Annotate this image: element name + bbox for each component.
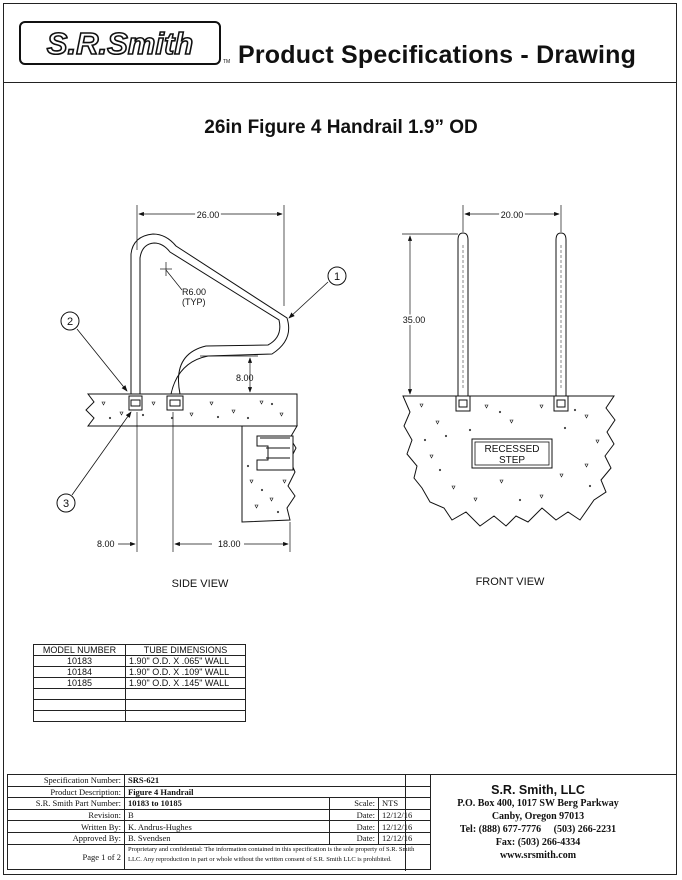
tube-dimension: 1.90" O.D. X .065" WALL <box>126 656 246 667</box>
part-number-label: S.R. Smith Part Number: <box>8 798 125 810</box>
company-name: S.R. Smith, LLC <box>491 783 585 797</box>
product-desc-label: Product Description: <box>8 786 125 798</box>
model-table-header <box>34 645 246 656</box>
front-view-label: FRONT VIEW <box>475 576 545 588</box>
table-row <box>34 700 246 711</box>
tube-dimension <box>126 700 246 711</box>
dim-side-right: 18.00 <box>218 539 241 549</box>
dim-side-radius: R6.00 <box>182 287 207 297</box>
approved-by-label: Approved By: <box>8 832 125 844</box>
dim-front-height: 35.00 <box>402 315 426 325</box>
model-number-header: MODEL NUMBER <box>34 645 126 656</box>
side-rail-inner <box>140 243 280 394</box>
written-by-label: Written By: <box>8 821 125 833</box>
approved-by: B. Svendsen <box>125 832 330 844</box>
side-view <box>57 205 346 552</box>
dim-side-left: 8.00 <box>97 539 115 549</box>
revision-date-label: Date: <box>330 809 379 821</box>
tube-dimension <box>126 689 246 700</box>
dim-side-radius-note: (TYP) <box>182 297 206 307</box>
side-view-label: SIDE VIEW <box>171 578 229 590</box>
part-number: 10183 to 10185 <box>125 798 330 810</box>
svg-text:TM: TM <box>223 59 231 65</box>
model-number <box>34 711 126 722</box>
written-by: K. Andrus-Hughes <box>125 821 330 833</box>
tube-dimension <box>126 711 246 722</box>
front-view <box>402 205 615 526</box>
dim-front-width: 20.00 <box>500 210 524 220</box>
company-info <box>405 776 671 862</box>
table-row <box>34 656 246 667</box>
table-row <box>34 711 246 722</box>
logo-text: S.R.Smith <box>46 26 194 61</box>
model-number: 10185 <box>34 678 126 689</box>
callout-1: 1 <box>333 271 341 283</box>
company-fax: Fax: (503) 266-4334 <box>495 837 581 848</box>
page-title: Product Specifications - Drawing <box>238 41 637 69</box>
recessed-step-line1: RECESSED <box>484 444 540 455</box>
company-web[interactable]: www.srsmith.com <box>499 850 577 861</box>
spec-number: SRS-621 <box>125 775 431 787</box>
model-number <box>34 700 126 711</box>
table-row <box>34 667 246 678</box>
model-number: 10183 <box>34 656 126 667</box>
written-date: 12/12/16 <box>379 821 431 833</box>
company-address2: Canby, Oregon 97013 <box>491 811 585 822</box>
model-number: 10184 <box>34 667 126 678</box>
callout-3: 3 <box>62 498 70 510</box>
spec-number-label: Specification Number: <box>8 775 125 787</box>
tube-dimension: 1.90" O.D. X .109" WALL <box>126 667 246 678</box>
dim-side-height: 8.00 <box>236 373 254 383</box>
scale-value: NTS <box>379 798 431 810</box>
scale-label: Scale: <box>330 798 379 810</box>
product-desc: Figure 4 Handrail <box>125 786 431 798</box>
approved-date: 12/12/16 <box>379 832 431 844</box>
model-number <box>34 689 126 700</box>
table-row <box>34 678 246 689</box>
model-table <box>33 644 246 722</box>
page-number: Page 1 of 2 <box>8 844 125 869</box>
recessed-step-line2: STEP <box>498 455 526 466</box>
callout-2: 2 <box>66 316 74 328</box>
written-date-label: Date: <box>330 821 379 833</box>
revision-label: Revision: <box>8 809 125 821</box>
company-tel2: (503) 266-2231 <box>553 824 617 835</box>
revision-date: 12/12/16 <box>379 809 431 821</box>
revision: B <box>125 809 330 821</box>
title-block-grid <box>7 774 431 870</box>
tube-dimension: 1.90" O.D. X .145" WALL <box>126 678 246 689</box>
approved-date-label: Date: <box>330 832 379 844</box>
side-deck <box>86 394 297 426</box>
drawing-title: 26in Figure 4 Handrail 1.9” OD <box>204 117 478 138</box>
confidential-notice: Proprietary and confidential: The information contained in this specification is the sole property of S.R. Smith LLC. Any reproduction in part or whole without the written consent of S.R. Smith LLC is prohibited. <box>125 844 431 869</box>
table-row <box>34 689 246 700</box>
tube-dimensions-header: TUBE DIMENSIONS <box>126 645 246 656</box>
dim-side-width: 26.00 <box>196 210 220 220</box>
company-phones <box>405 823 671 836</box>
company-address1: P.O. Box 400, 1017 SW Berg Parkway <box>457 798 619 809</box>
side-rail-outer <box>131 234 289 394</box>
company-tel: Tel: (888) 677-7776 <box>459 824 542 835</box>
